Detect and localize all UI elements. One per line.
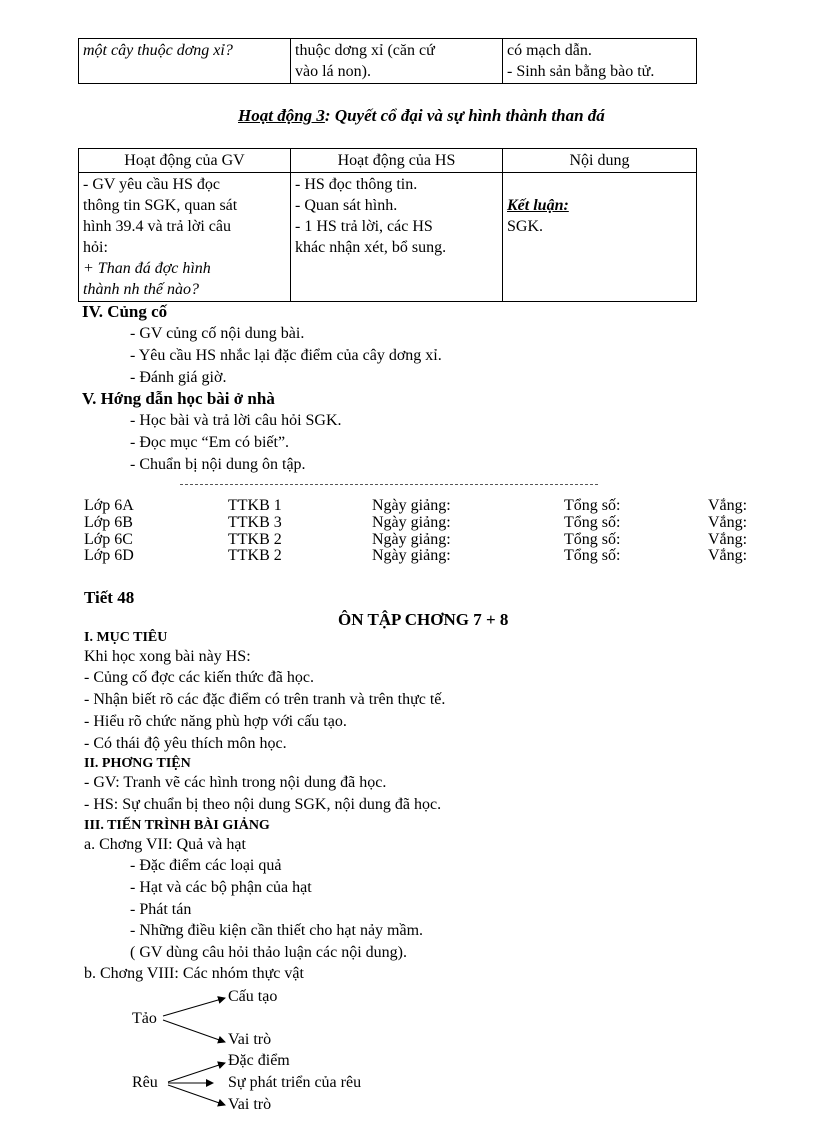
diagram-reu: Rêu: [132, 1074, 158, 1091]
top-cell-question-text: một cây thuộc dơng xỉ?: [83, 42, 233, 59]
header-gv: Hoạt động của GV: [79, 149, 291, 173]
arrow-tao-structure: [163, 998, 225, 1016]
section4-item: - Yêu cầu HS nhắc lại đặc điểm của cây dơng xỉ.: [130, 347, 442, 364]
schedule-total: Tổng số:: [564, 531, 621, 548]
objectives-item: - Có thái độ yêu thích môn học.: [84, 735, 287, 752]
section5-item: - Chuẩn bị nội dung ôn tập.: [130, 456, 306, 473]
section5-title: V. Hớng dẫn học bài ở nhà: [82, 389, 275, 408]
section5-item: - Đọc mục “Em có biết”.: [130, 434, 290, 451]
process-a-item: - Đặc điểm các loại quả: [130, 857, 282, 874]
gv-line: hỏi:: [83, 239, 108, 256]
schedule-ttkb: TTKB 1: [228, 497, 282, 514]
header-content: Nội dung: [503, 149, 697, 173]
lesson-number: Tiết 48: [84, 588, 135, 607]
activity3-label: Hoạt động 3: [238, 106, 325, 125]
diagram-reu-child: Vai trò: [228, 1096, 272, 1113]
section4-item: - GV củng cố nội dung bài.: [130, 325, 305, 342]
diagram-reu-child: Sự phát triển của rêu: [228, 1074, 362, 1091]
gv-line: - GV yêu cầu HS đọc: [83, 176, 221, 193]
top-cell-identify-line: thuộc dơng xỉ (căn cứ: [295, 42, 435, 59]
objectives-item: - Củng cố đợc các kiến thức đã học.: [84, 669, 314, 686]
section4-title: IV. Củng cố: [82, 302, 168, 321]
means-item: - GV: Tranh vẽ các hình trong nội dung đã học.: [84, 774, 387, 791]
objectives-item: - Nhận biết rõ các đặc điểm có trên tranh và trên thực tế.: [84, 691, 446, 708]
gv-line: hình 39.4 và trả lời câu: [83, 218, 231, 235]
section5-item: - Học bài và trả lời câu hỏi SGK.: [130, 412, 342, 429]
schedule-class: Lớp 6A: [84, 497, 134, 514]
activity3-title: : Quyết cổ đại và sự hình thành than đá: [324, 106, 605, 125]
top-cell-features-line: có mạch dẫn.: [507, 42, 592, 59]
process-b-title: b. Chơng VIII: Các nhóm thực vật: [84, 965, 304, 982]
schedule-ttkb: TTKB 2: [228, 531, 282, 548]
objectives-item: - Hiểu rõ chức năng phù hợp với cấu tạo.: [84, 713, 347, 730]
objectives-heading: I. MỤC TIÊU: [84, 630, 168, 645]
conclusion-text: SGK.: [507, 218, 544, 235]
schedule-absent: Vắng:: [708, 547, 748, 564]
objectives-intro: Khi học xong bài này HS:: [84, 648, 251, 665]
process-a-item: - Hạt và các bộ phận của hạt: [130, 879, 312, 896]
schedule-date: Ngày giảng:: [372, 547, 451, 564]
hs-line: - HS đọc thông tin.: [295, 176, 418, 193]
gv-question-line: + Than đá đợc hình: [83, 260, 211, 277]
top-cell-identify-line: vào lá non).: [295, 63, 371, 80]
hs-line: khác nhận xét, bổ sung.: [295, 239, 447, 256]
gv-line: thông tin SGK, quan sát: [83, 197, 238, 214]
process-heading: III. TIẾN TRÌNH BÀI GIẢNG: [84, 818, 270, 833]
diagram-tao-child: Cấu tạo: [228, 988, 278, 1005]
schedule-absent: Vắng:: [708, 514, 748, 531]
schedule-date: Ngày giảng:: [372, 514, 451, 531]
arrow-tao-role: [163, 1020, 225, 1042]
conclusion-label: Kết luận:: [507, 197, 569, 214]
schedule-total: Tổng số:: [564, 497, 621, 514]
lesson-title: ÔN TẬP CHƠNG 7 + 8: [338, 610, 509, 629]
arrow-reu-features: [168, 1063, 225, 1082]
hs-line: - Quan sát hình.: [295, 197, 398, 214]
process-a-title: a. Chơng VII: Quả và hạt: [84, 836, 246, 853]
means-heading: II. PHƠNG TIỆN: [84, 756, 191, 771]
gv-question-line: thành nh thế nào?: [83, 281, 199, 298]
schedule-absent: Vắng:: [708, 497, 748, 514]
diagram-tao: Tảo: [132, 1010, 157, 1027]
schedule-class: Lớp 6D: [84, 547, 134, 564]
schedule-ttkb: TTKB 2: [228, 547, 282, 564]
header-hs: Hoạt động của HS: [291, 149, 503, 173]
arrow-reu-role: [168, 1085, 225, 1105]
schedule-date: Ngày giảng:: [372, 497, 451, 514]
schedule-total: Tổng số:: [564, 514, 621, 531]
top-cell-features-line: - Sinh sản bằng bào tử.: [507, 63, 655, 80]
schedule-ttkb: TTKB 3: [228, 514, 282, 531]
diagram-tao-child: Vai trò: [228, 1031, 272, 1048]
diagram-reu-child: Đặc điểm: [228, 1052, 290, 1069]
process-a-item: - Những điều kiện cần thiết cho hạt nảy mầm.: [130, 922, 424, 939]
schedule-class: Lớp 6C: [84, 531, 133, 548]
schedule-absent: Vắng:: [708, 531, 748, 548]
hs-line: - 1 HS trả lời, các HS: [295, 218, 433, 235]
schedule-class: Lớp 6B: [84, 514, 133, 531]
process-a-item: ( GV dùng câu hỏi thảo luận các nội dung).: [130, 944, 407, 961]
process-a-item: - Phát tán: [130, 901, 192, 918]
schedule-total: Tổng số:: [564, 547, 621, 564]
means-item: - HS: Sự chuẩn bị theo nội dung SGK, nội dung đã học.: [84, 796, 442, 813]
schedule-date: Ngày giảng:: [372, 531, 451, 548]
section4-item: - Đánh giá giờ.: [130, 369, 227, 386]
